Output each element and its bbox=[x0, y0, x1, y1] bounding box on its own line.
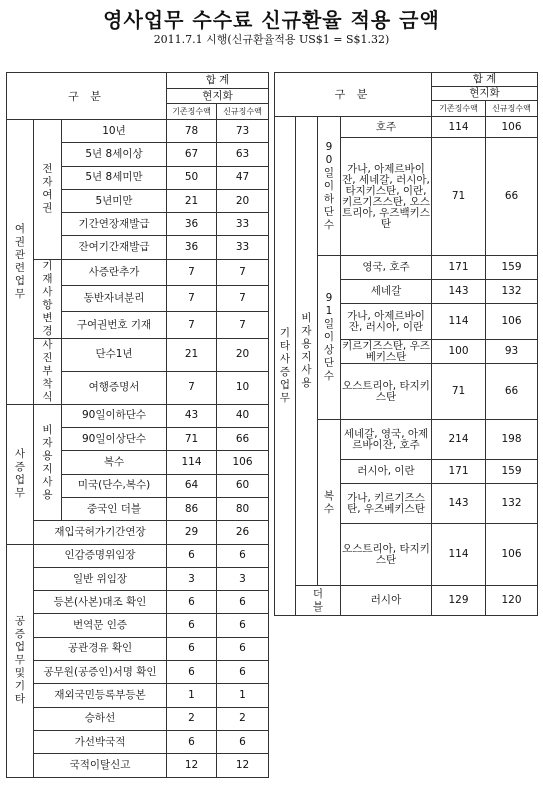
row-old-fee: 64 bbox=[167, 474, 217, 497]
row-name: 90일이하단수 bbox=[62, 404, 167, 427]
row-new-fee: 40 bbox=[217, 404, 269, 427]
row-old-fee: 114 bbox=[432, 304, 486, 340]
group-label: 복 수 bbox=[318, 420, 341, 586]
header-new: 신규징수액 bbox=[217, 104, 269, 120]
row-new-fee: 12 bbox=[217, 754, 269, 777]
row-old-fee: 6 bbox=[167, 661, 217, 684]
section-visa: 사 증 업 무 bbox=[7, 404, 34, 544]
header-category: 구 분 bbox=[7, 73, 167, 120]
table-row bbox=[7, 684, 269, 707]
group-label: 전 자 여 권 bbox=[34, 120, 62, 260]
row-new-fee: 73 bbox=[217, 120, 269, 143]
row-old-fee: 7 bbox=[167, 371, 217, 404]
row-new-fee: 6 bbox=[217, 661, 269, 684]
group-label: 사 진 부 착 식 bbox=[34, 338, 62, 404]
row-name: 인감증명위임장 bbox=[34, 544, 167, 567]
row-old-fee: 71 bbox=[432, 364, 486, 420]
row-new-fee: 66 bbox=[217, 428, 269, 451]
row-new-fee: 106 bbox=[217, 451, 269, 474]
row-new-fee: 120 bbox=[486, 586, 538, 616]
table-row bbox=[7, 567, 269, 590]
table-row bbox=[7, 544, 269, 567]
row-new-fee: 33 bbox=[217, 213, 269, 236]
table-row bbox=[7, 404, 269, 427]
row-name: 복수 bbox=[62, 451, 167, 474]
row-old-fee: 3 bbox=[167, 567, 217, 590]
group-label: 9 0 일 이 하 단 수 bbox=[318, 117, 341, 256]
row-new-fee: 6 bbox=[217, 637, 269, 660]
row-name: 구여권번호 기재 bbox=[62, 312, 167, 338]
row-name: 공무원(공증인)서명 확인 bbox=[34, 661, 167, 684]
row-new-fee: 132 bbox=[486, 280, 538, 304]
page-title: 영사업무 수수료 신규환율 적용 금액 bbox=[103, 8, 440, 32]
row-old-fee: 21 bbox=[167, 189, 217, 212]
row-new-fee: 60 bbox=[217, 474, 269, 497]
table-row bbox=[7, 707, 269, 730]
row-old-fee: 214 bbox=[432, 420, 486, 460]
row-old-fee: 143 bbox=[432, 280, 486, 304]
row-name: 5년 8세이상 bbox=[62, 143, 167, 166]
row-name: 기간연장재발급 bbox=[62, 213, 167, 236]
row-name: 여행증명서 bbox=[62, 371, 167, 404]
row-name: 등본(사본)대조 확인 bbox=[34, 591, 167, 614]
row-new-fee: 66 bbox=[486, 138, 538, 256]
row-new-fee: 106 bbox=[486, 304, 538, 340]
table-row bbox=[7, 521, 269, 544]
row-old-fee: 29 bbox=[167, 521, 217, 544]
row-name: 사증란추가 bbox=[62, 259, 167, 285]
row-new-fee: 2 bbox=[217, 707, 269, 730]
row-old-fee: 43 bbox=[167, 404, 217, 427]
right-fee-table bbox=[274, 72, 538, 616]
row-old-fee: 114 bbox=[432, 524, 486, 586]
row-new-fee: 1 bbox=[217, 684, 269, 707]
row-new-fee: 80 bbox=[217, 497, 269, 520]
page-subtitle: 2011.7.1 시행(신규환율적용 US$1 = S$1.32) bbox=[153, 33, 390, 46]
row-new-fee: 93 bbox=[486, 340, 538, 364]
row-countries: 세네갈, 영국, 아제르바이잔, 호주 bbox=[341, 420, 432, 460]
row-old-fee: 86 bbox=[167, 497, 217, 520]
row-new-fee: 6 bbox=[217, 544, 269, 567]
table-row bbox=[275, 117, 538, 138]
header-category-right: 구 분 bbox=[275, 73, 432, 117]
table-row bbox=[7, 661, 269, 684]
row-old-fee: 21 bbox=[167, 338, 217, 371]
row-name: 미국(단수,복수) bbox=[62, 474, 167, 497]
row-old-fee: 7 bbox=[167, 312, 217, 338]
row-old-fee: 67 bbox=[167, 143, 217, 166]
row-name: 승하선 bbox=[34, 707, 167, 730]
row-new-fee: 6 bbox=[217, 591, 269, 614]
row-old-fee: 36 bbox=[167, 213, 217, 236]
row-name: 90일이상단수 bbox=[62, 428, 167, 451]
row-new-fee: 106 bbox=[486, 524, 538, 586]
row-countries: 가나, 아제르바이잔, 세네갈, 러시아, 타지키스탄, 이란, 키르기즈스탄, 오스트리아, 우즈백키스탄 bbox=[341, 138, 432, 256]
row-countries: 오스트리아, 타지키스탄 bbox=[341, 524, 432, 586]
row-countries: 오스트리아, 타지키스탄 bbox=[341, 364, 432, 420]
row-countries: 러시아, 이란 bbox=[341, 460, 432, 484]
row-name: 재외국민등록부등본 bbox=[34, 684, 167, 707]
group-label: 기 재 사 항 변 경 bbox=[34, 259, 62, 338]
row-new-fee: 106 bbox=[486, 117, 538, 138]
row-old-fee: 71 bbox=[167, 428, 217, 451]
row-old-fee: 1 bbox=[167, 684, 217, 707]
row-countries: 세네갈 bbox=[341, 280, 432, 304]
row-name: 잔여기간재발급 bbox=[62, 236, 167, 259]
row-new-fee: 26 bbox=[217, 521, 269, 544]
header-old-right: 기존징수액 bbox=[432, 101, 486, 117]
row-countries: 영국, 호주 bbox=[341, 256, 432, 280]
row-new-fee: 7 bbox=[217, 312, 269, 338]
row-old-fee: 171 bbox=[432, 460, 486, 484]
row-old-fee: 143 bbox=[432, 484, 486, 524]
row-countries: 가나, 아제르바이잔, 러시아, 이란 bbox=[341, 304, 432, 340]
row-old-fee: 71 bbox=[432, 138, 486, 256]
row-new-fee: 7 bbox=[217, 286, 269, 312]
row-old-fee: 129 bbox=[432, 586, 486, 616]
row-new-fee: 47 bbox=[217, 166, 269, 189]
row-name: 가선박국적 bbox=[34, 730, 167, 753]
row-new-fee: 33 bbox=[217, 236, 269, 259]
group-label: 9 1 일 이 상 단 수 bbox=[318, 256, 341, 420]
row-countries: 호주 bbox=[341, 117, 432, 138]
row-new-fee: 159 bbox=[486, 460, 538, 484]
table-row bbox=[7, 591, 269, 614]
table-row bbox=[7, 338, 269, 371]
row-old-fee: 50 bbox=[167, 166, 217, 189]
section-notary: 공 증 업 무 및 기 타 bbox=[7, 544, 34, 777]
table-row bbox=[7, 120, 269, 143]
group-label: 더 블 bbox=[296, 586, 341, 616]
row-name: 동반자녀분리 bbox=[62, 286, 167, 312]
group-label: 비 자 용 지 사 용 bbox=[34, 404, 62, 520]
row-new-fee: 20 bbox=[217, 338, 269, 371]
row-old-fee: 171 bbox=[432, 256, 486, 280]
table-row bbox=[275, 586, 538, 616]
subsection-visa-paper: 비 자 용 지 사 용 bbox=[296, 117, 318, 586]
row-old-fee: 6 bbox=[167, 637, 217, 660]
table-row bbox=[7, 730, 269, 753]
header-local-right: 현지화 bbox=[432, 87, 538, 101]
row-old-fee: 2 bbox=[167, 707, 217, 730]
row-new-fee: 159 bbox=[486, 256, 538, 280]
row-countries: 키르기즈스탄, 우즈베키스탄 bbox=[342, 339, 430, 363]
row-old-fee: 6 bbox=[167, 730, 217, 753]
table-row bbox=[7, 637, 269, 660]
row-old-fee: 7 bbox=[167, 259, 217, 285]
row-new-fee: 132 bbox=[486, 484, 538, 524]
section-passport: 여 권 관 련 업 무 bbox=[7, 120, 34, 405]
row-new-fee: 3 bbox=[217, 567, 269, 590]
header-total: 합 계 bbox=[167, 73, 269, 89]
header-local: 현지화 bbox=[167, 89, 269, 104]
row-countries: 가나, 키르기즈스탄, 우즈베키스탄 bbox=[341, 484, 432, 524]
row-old-fee: 36 bbox=[167, 236, 217, 259]
row-new-fee: 6 bbox=[217, 614, 269, 637]
row-name: 일반 위임장 bbox=[34, 567, 167, 590]
row-new-fee: 6 bbox=[217, 730, 269, 753]
row-new-fee: 63 bbox=[217, 143, 269, 166]
row-name: 번역문 인증 bbox=[34, 614, 167, 637]
row-old-fee: 7 bbox=[167, 286, 217, 312]
header-new-right: 신규징수액 bbox=[486, 101, 538, 117]
row-old-fee: 114 bbox=[432, 117, 486, 138]
table-row bbox=[7, 754, 269, 777]
row-new-fee: 7 bbox=[217, 259, 269, 285]
row-name: 국적이탈신고 bbox=[34, 754, 167, 777]
row-new-fee: 20 bbox=[217, 189, 269, 212]
row-old-fee: 6 bbox=[167, 591, 217, 614]
row-name: 10년 bbox=[62, 120, 167, 143]
row-new-fee: 10 bbox=[217, 371, 269, 404]
row-new-fee: 66 bbox=[486, 364, 538, 420]
row-old-fee: 6 bbox=[167, 544, 217, 567]
row-name: 중국인 더블 bbox=[62, 497, 167, 520]
section-other-visa: 기 타 사 증 업 무 bbox=[275, 117, 296, 616]
header-old: 기존징수액 bbox=[167, 104, 217, 120]
header-total-right: 합 계 bbox=[432, 73, 538, 87]
left-fee-table bbox=[6, 72, 269, 778]
row-old-fee: 100 bbox=[432, 340, 486, 364]
row-old-fee: 6 bbox=[167, 614, 217, 637]
table-row bbox=[7, 614, 269, 637]
row-name: 5년미만 bbox=[62, 189, 167, 212]
row-old-fee: 78 bbox=[167, 120, 217, 143]
row-old-fee: 114 bbox=[167, 451, 217, 474]
table-row bbox=[7, 259, 269, 285]
row-old-fee: 12 bbox=[167, 754, 217, 777]
row-name: 재입국허가기간연장 bbox=[34, 521, 167, 544]
row-countries: 러시아 bbox=[341, 586, 432, 616]
row-name: 공관경유 확인 bbox=[34, 637, 167, 660]
row-name: 5년 8세미만 bbox=[62, 166, 167, 189]
row-new-fee: 198 bbox=[486, 420, 538, 460]
row-name: 단수1년 bbox=[62, 338, 167, 371]
